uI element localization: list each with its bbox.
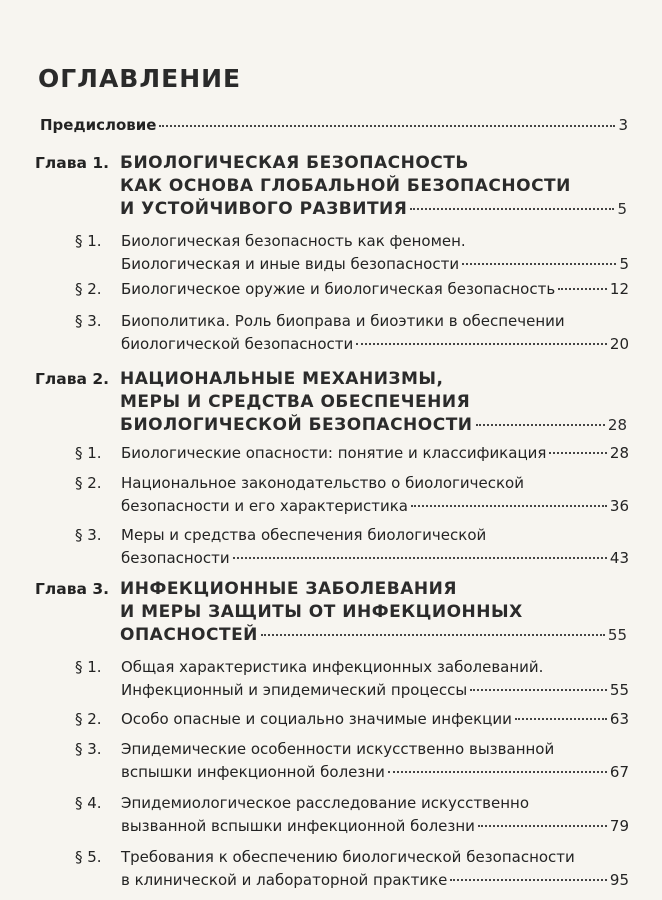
section-title: Особо опасные и социально значимые инфекции 63	[121, 708, 629, 731]
dot-leader	[159, 124, 615, 127]
dot-leader	[558, 288, 607, 290]
section-title: Биологическое оружие и биологическая безопасность 12	[121, 278, 629, 301]
section-number: § 3.	[75, 312, 102, 330]
dot-leader	[462, 263, 616, 265]
page-title: ОГЛАВЛЕНИЕ	[38, 64, 242, 93]
chapter-title: БИОЛОГИЧЕСКАЯ БЕЗОПАСНОСТЬ КАК ОСНОВА ГЛОБАЛЬНОЙ БЕЗОПАСНОСТИ И УСТОЙЧИВОГО РАЗВИТИЯ 5	[120, 153, 627, 219]
page-number: 43	[609, 549, 629, 567]
dot-leader	[410, 208, 614, 210]
page-number: 63	[609, 710, 629, 728]
page-number: 5	[619, 255, 629, 273]
dot-leader	[478, 825, 607, 827]
section-title: Эпидемические особенности искусственно вызванной вспышки инфекционной болезни 67	[121, 738, 629, 784]
chapter-title: ИНФЕКЦИОННЫЕ ЗАБОЛЕВАНИЯ И МЕРЫ ЗАЩИТЫ ОТ ИНФЕКЦИОННЫХ ОПАСНОСТЕЙ 55	[120, 579, 627, 645]
section-number: § 2.	[75, 474, 102, 492]
dot-leader	[549, 452, 606, 454]
dot-leader	[388, 771, 607, 773]
dot-leader	[261, 634, 605, 636]
section-number: § 5.	[75, 848, 102, 866]
chapter-title: НАЦИОНАЛЬНЫЕ МЕХАНИЗМЫ, МЕРЫ И СРЕДСТВА ОБЕСПЕЧЕНИЯ БИОЛОГИЧЕСКОЙ БЕЗОПАСНОСТИ 28	[120, 369, 627, 435]
section-number: § 1.	[75, 232, 102, 250]
page-number: 20	[609, 335, 629, 353]
dot-leader	[476, 424, 605, 426]
section-title: Биологическая безопасность как феномен. Биологическая и иные виды безопасности 5	[121, 230, 629, 276]
section-title: Меры и средства обеспечения биологической безопасности 43	[121, 524, 629, 570]
page-number: 28	[609, 444, 629, 462]
page-number: 36	[609, 497, 629, 515]
section-number: § 2.	[75, 710, 102, 728]
entry-title: Предисловие	[40, 116, 157, 134]
dot-leader	[515, 718, 607, 720]
dot-leader	[411, 505, 607, 507]
page-number: 95	[609, 871, 629, 889]
section-number: § 4.	[75, 794, 102, 812]
section-number: § 1.	[75, 444, 102, 462]
section-title: Биополитика. Роль биоправа и биоэтики в обеспечении биологической безопасности 20	[121, 310, 629, 356]
section-title: Биологические опасности: понятие и классификация 28	[121, 442, 629, 465]
page-number: 12	[609, 280, 629, 298]
section-title: Требования к обеспечению биологической безопасности в клинической и лабораторной практике 95	[121, 846, 629, 892]
toc-entry-preface[interactable]	[40, 116, 628, 134]
section-number: § 2.	[75, 280, 102, 298]
section-number: § 3.	[75, 740, 102, 758]
dot-leader	[450, 879, 607, 881]
dot-leader	[356, 343, 607, 345]
chapter-label: Глава 1.	[35, 154, 110, 172]
chapter-label: Глава 3.	[35, 580, 110, 598]
chapter-label: Глава 2.	[35, 370, 110, 388]
section-number: § 3.	[75, 526, 102, 544]
section-title: Общая характеристика инфекционных заболеваний. Инфекционный и эпидемический процессы 55	[121, 656, 629, 702]
page-number: 79	[609, 817, 629, 835]
section-title: Эпидемиологическое расследование искусственно вызванной вспышки инфекционной болезни 79	[121, 792, 629, 838]
page-number: 67	[609, 763, 629, 781]
page-number: 55	[607, 626, 627, 644]
page-number: 28	[607, 416, 627, 434]
section-number: § 1.	[75, 658, 102, 676]
page-number: 3	[618, 116, 628, 134]
section-title: Национальное законодательство о биологической безопасности и его характеристика 36	[121, 472, 629, 518]
dot-leader	[233, 557, 607, 559]
page-number: 55	[609, 681, 629, 699]
page-number: 5	[617, 200, 627, 218]
dot-leader	[470, 689, 607, 691]
